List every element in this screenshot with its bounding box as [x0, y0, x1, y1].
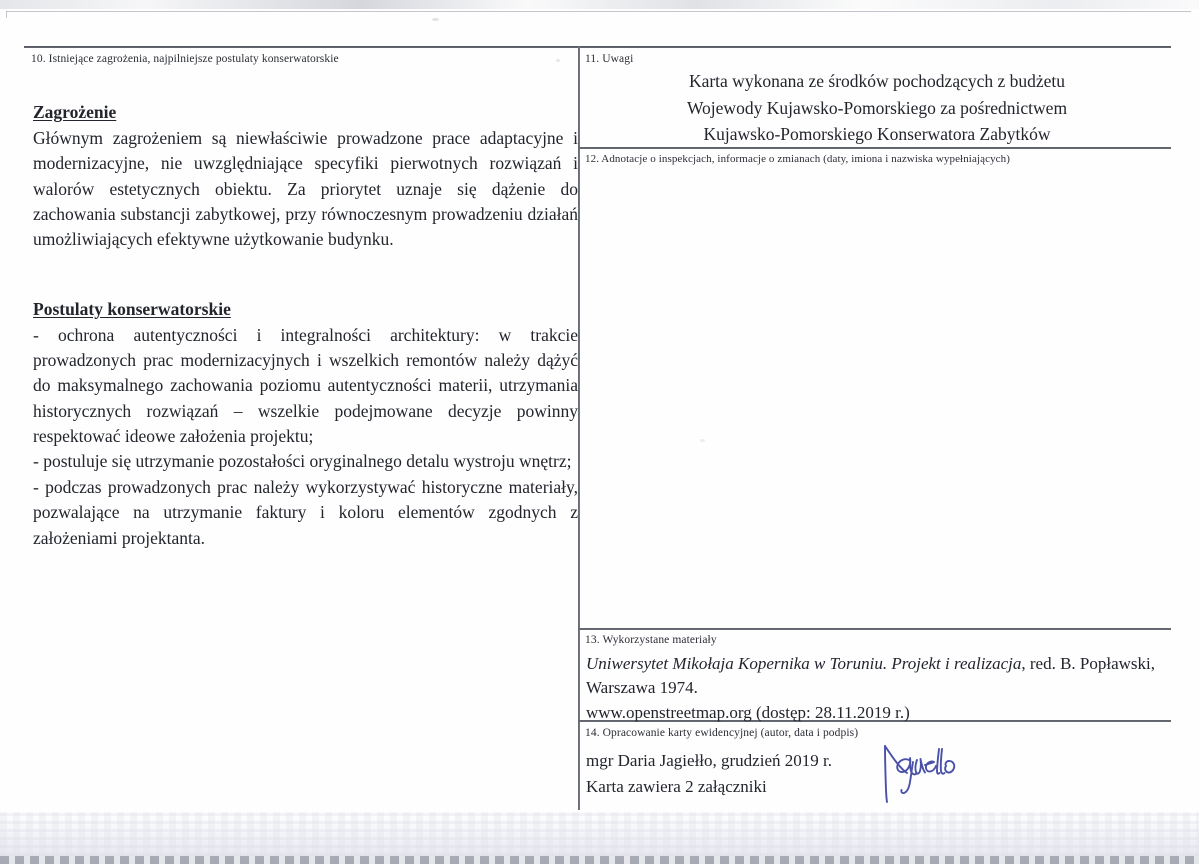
paragraph-spacer	[33, 253, 578, 297]
reference-place-year: Warszawa 1974.	[586, 678, 698, 698]
attachments-count: Karta zawiera 2 załączniki	[586, 776, 767, 796]
reference-entry-1	[586, 652, 1171, 701]
signature-ink-strokes	[876, 738, 966, 804]
scan-edge-rule-top	[6, 11, 1191, 12]
subsection-text-postulaty-3: - podczas prowadzonych prac należy wykorzystywać historyczne materiały, pozwalające na utrzymanie faktury i koloru elementów zgodnych z założeniami projektanta.	[33, 476, 578, 548]
field-10-body	[33, 100, 578, 551]
scan-speck-artifact	[432, 18, 439, 21]
scan-edge-strip-bottom	[0, 856, 1199, 864]
funding-note-line-1: Karta wykonana ze środków pochodzących z budżetu	[688, 71, 1066, 91]
funding-note-line-2: Wojewody Kujawsko-Pomorskiego za pośrednictwem	[686, 97, 1068, 118]
funding-note-line-3: Kujawsko-Pomorskiego Konserwatora Zabytków	[703, 124, 1051, 145]
subsection-text-postulaty-1: - ochrona autentyczności i integralności architektury: w trakcie prowadzonych prac modernizacyjnych i wszelkich remontów należy dążyć do maksymalnego zachowania poziomu autentyczności materii, utrzymania historycznych rozwiązań – wszelkie podejmowane decyzje powinny respektować ideowe założenia projektu;	[33, 324, 578, 447]
scan-edge-artifact-top	[0, 0, 1199, 9]
field-caption-12: 12. Adnotacje o inspekcjach, informacje o zmianach (daty, imiona i nazwiska wypełniających)	[585, 153, 1011, 165]
field-13-body	[586, 652, 1171, 725]
field-caption-13: 13. Wykorzystane materiały	[585, 634, 717, 646]
handwritten-signature	[876, 738, 966, 804]
scan-speck-artifact	[556, 59, 560, 62]
reference-editor: , red. B. Popławski,	[1021, 654, 1155, 673]
field-caption-10: 10. Istniejące zagrożenia, najpilniejsze postulaty konserwatorskie	[31, 53, 339, 65]
subsection-heading-zagrozenie: Zagrożenie	[33, 102, 117, 122]
table-column-divider	[578, 46, 580, 810]
subsection-heading-postulaty: Postulaty konserwatorskie	[33, 298, 231, 319]
reference-title-italic: Uniwersytet Mikołaja Kopernika w Toruniu. Projekt i realizacja	[586, 654, 1022, 673]
field-caption-14: 14. Opracowanie karty ewidencyjnej (autor, data i podpis)	[585, 727, 859, 739]
table-row-divider-field-13	[578, 628, 1171, 630]
reference-entry-2: www.openstreetmap.org (dostęp: 28.11.2019 r.)	[586, 702, 910, 722]
subsection-text-zagrozenie: Głównym zagrożeniem są niewłaściwie prowadzone prace adaptacyjne i modernizacyjne, nie uwzględniające specyfiki pierwotnych rozwiązań i walorów estetycznych obiektu. Za priorytet uznaje się dążenie do zachowania substancji zabytkowej, przy równoczesnym prowadzeniu działań umożliwiających efektywne użytkowanie budynku.	[33, 127, 578, 250]
field-11-note	[588, 68, 1166, 148]
table-border-top	[24, 46, 1171, 48]
scan-edge-corner-mark	[6, 11, 7, 18]
author-and-date: mgr Daria Jagiełło, grudzień 2019 r.	[586, 751, 832, 770]
scan-speck-artifact	[700, 439, 705, 442]
field-caption-11: 11. Uwagi	[585, 53, 634, 65]
subsection-text-postulaty-2: - postuluje się utrzymanie pozostałości oryginalnego detalu wystroju wnętrz;	[33, 451, 572, 472]
field-14-body	[586, 748, 886, 799]
